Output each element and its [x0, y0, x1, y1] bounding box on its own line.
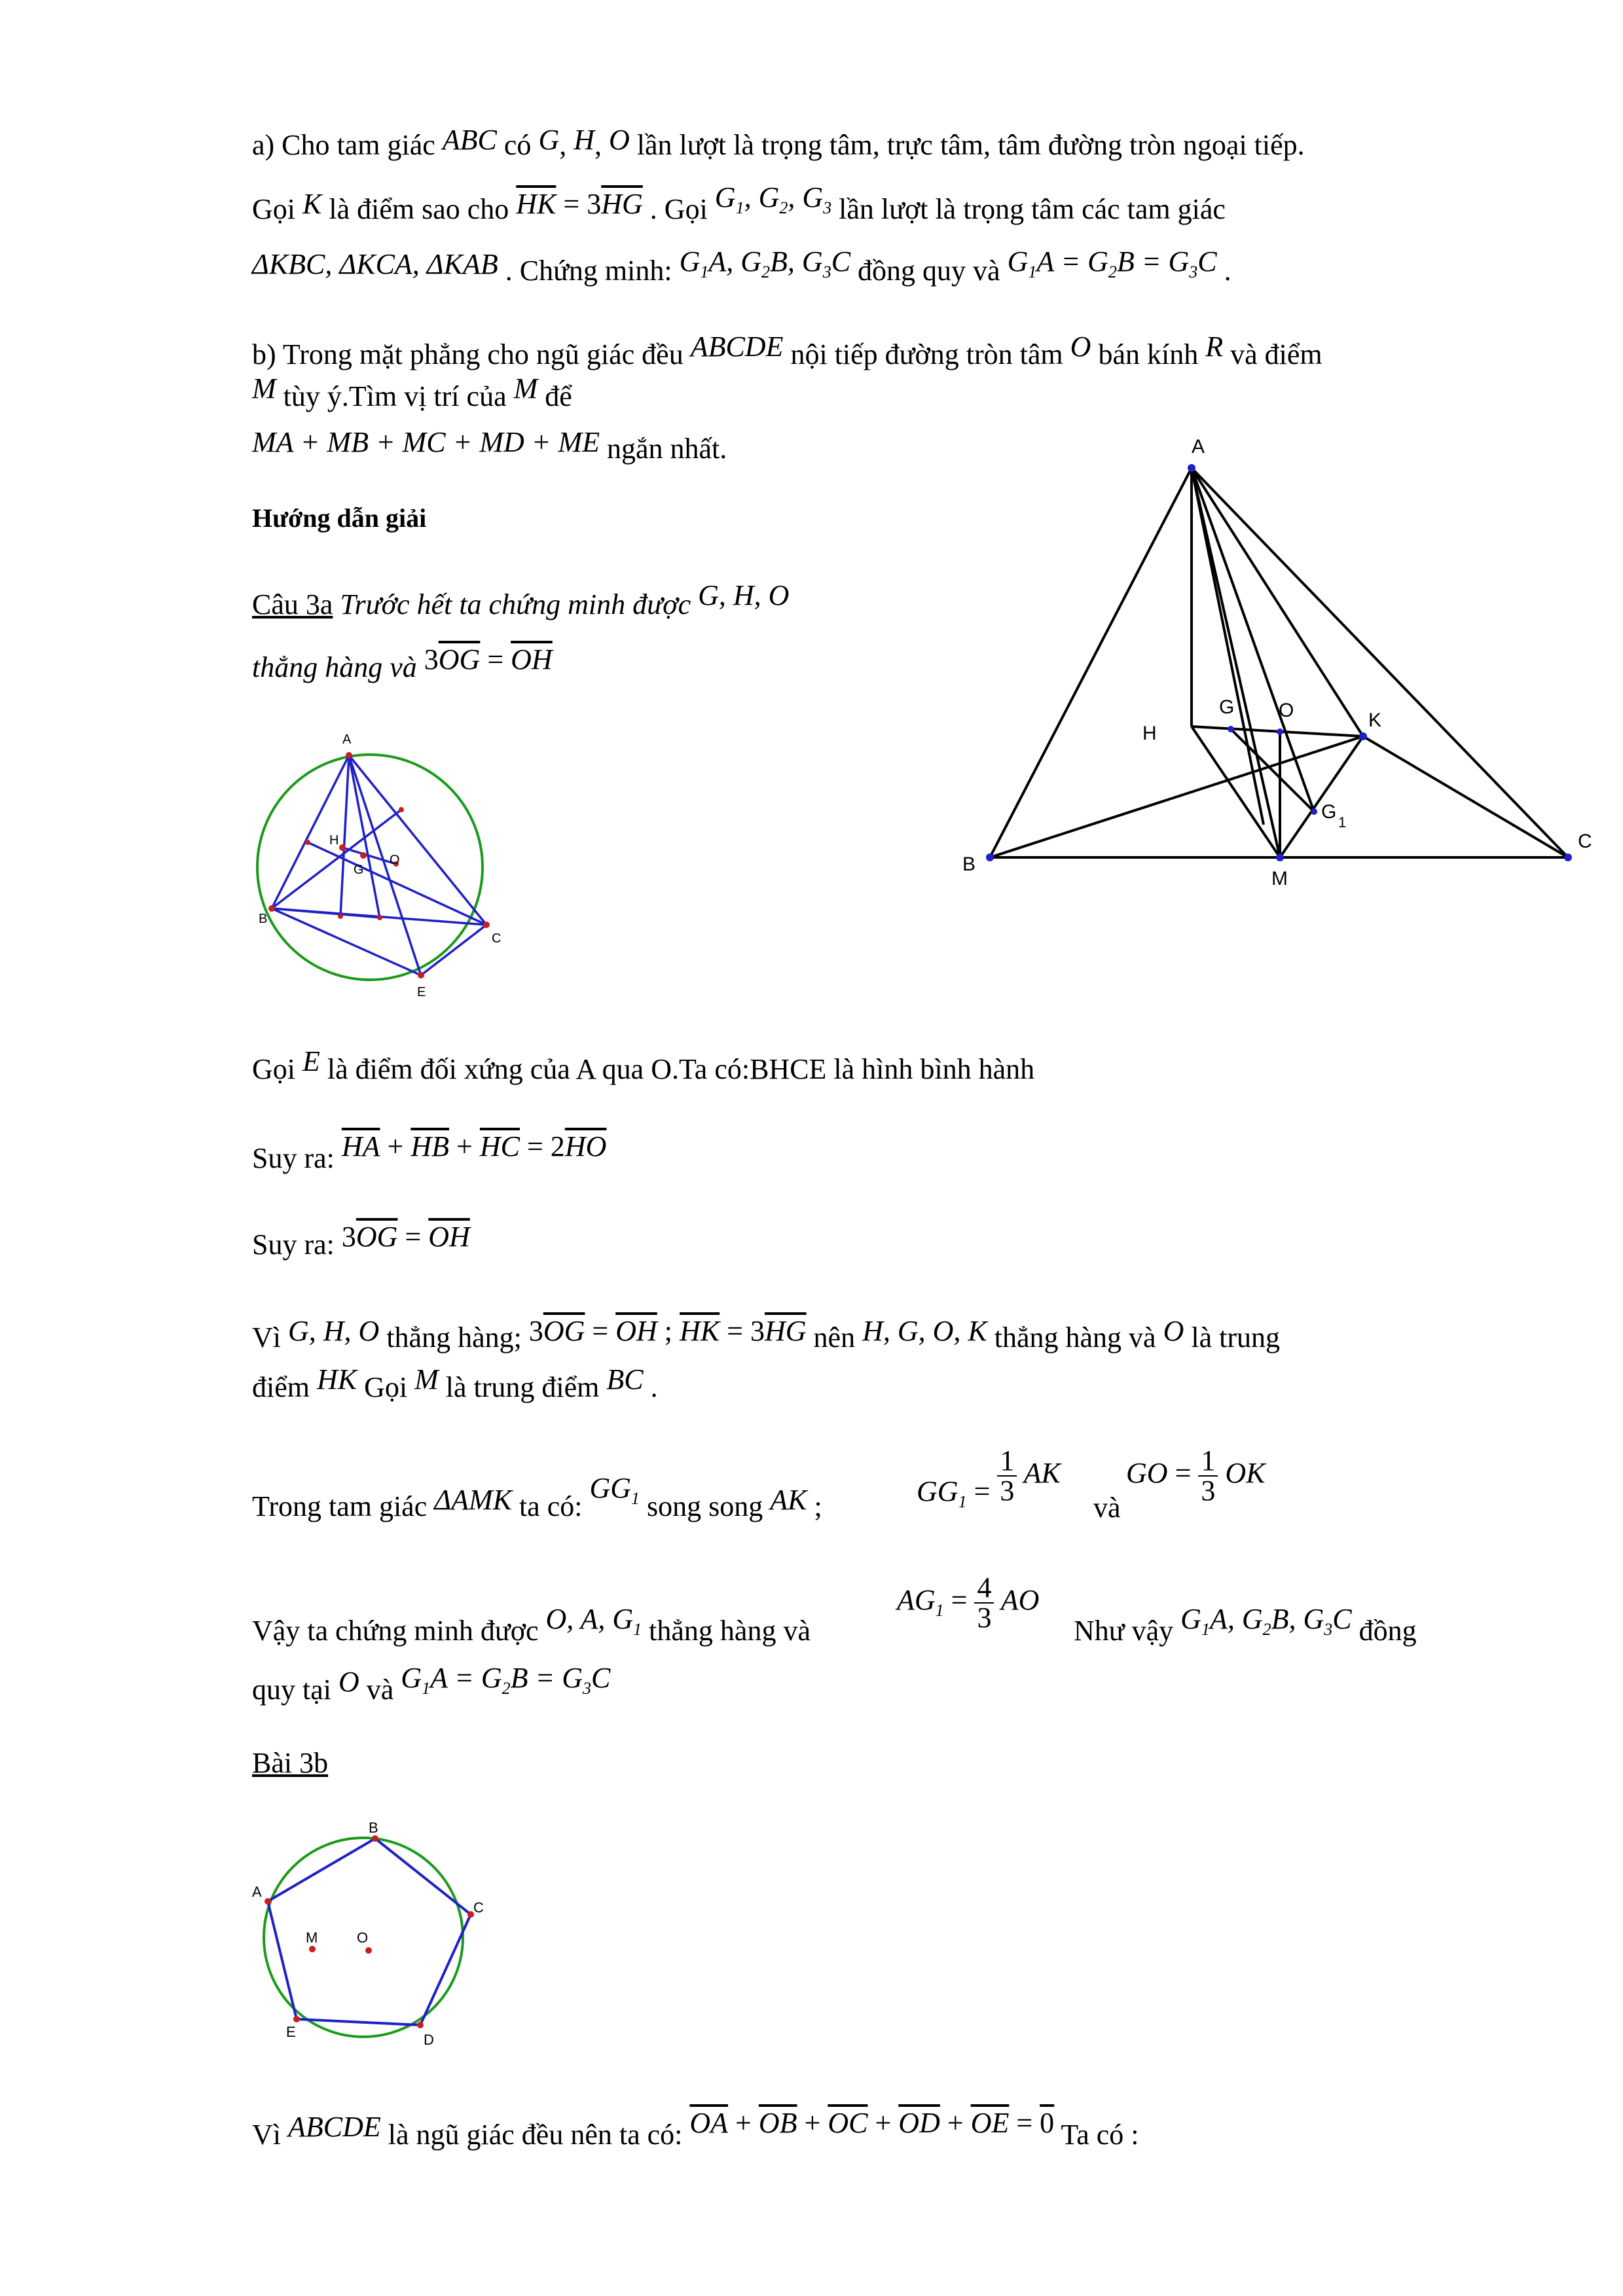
solution-p5-and: và: [1093, 1492, 1121, 1524]
fig1-altitude-a: [340, 755, 349, 916]
fig1-label-e: E: [417, 985, 426, 999]
fig1-label-g: G: [354, 863, 364, 877]
figure-3-pentagon: [252, 1813, 488, 2062]
figure-1-circumcircle: [259, 726, 507, 1008]
solution-p1: Gọi E là điểm đối xứng của A qua O.Ta có:BHCE là hình bình hành: [252, 1045, 1035, 1085]
bai-3b-label: Bài 3b: [252, 1747, 329, 1779]
fig3-label-d: D: [424, 2032, 434, 2048]
solution-p2: Suy ra: $\overline{HA} + \overline{HB} + \overline{HC} = 2\overline{HO}$: [252, 1130, 607, 1174]
problem-a-line2: Gọi K là điểm sao cho $\overline{HK} = 3\overline{HG}$ . Gọi $G_1$, $G_2$, $G_3$ lần lượt là trọng tâm các tam giác: [252, 181, 1226, 225]
solution-p5: Trong tam giác ΔAMK ta có: $GG_1$ song song AK ;: [252, 1472, 822, 1522]
fig2-line-k-c: [1363, 736, 1568, 857]
fig1-label-h: H: [329, 833, 339, 848]
cau-3a-label: Câu 3a: [252, 588, 333, 620]
cau-3a-intro-line2: thẳng hàng và $3\overline{OG} = \overline{OH}$: [252, 643, 553, 683]
solution-p7: Vì ABCDE là ngũ giác đều nên ta có: $\overline{OA} + \overline{OB} + \overline{OC} + \overline{OD} + \overline{OE} = 0$ Ta có :: [252, 2107, 1139, 2151]
problem-a-line3: ΔKBC, ΔKCA, ΔKAB . Chứng minh: $G_1A$, $G_2B$, $G_3C$ đồng quy và $G_1A = G_2B = G_3C$ .: [252, 245, 1231, 287]
problem-b-line1: b) Trong mặt phẳng cho ngũ giác đều ABCDE nội tiếp đường tròn tâm O bán kính R và điểm: [252, 331, 1322, 370]
solution-p6a: Vậy ta chứng minh được O, A, $G_1$ thẳng hàng và: [252, 1603, 811, 1647]
fig3-label-e: E: [286, 2024, 296, 2040]
fig2-line-a-m: [1192, 468, 1280, 857]
solution-fraction-go: GO = $\frac{1}{3}$ OK: [1126, 1444, 1266, 1507]
fig1-label-a: A: [342, 732, 352, 747]
fig3-label-m: M: [306, 1929, 318, 1946]
fig2-line-h-m: [1192, 726, 1280, 857]
solution-p3: Suy ra: $3\overline{OG} = \overline{OH}$: [252, 1221, 470, 1261]
fig2-label-a: A: [1192, 436, 1205, 457]
fig3-label-o: O: [357, 1929, 369, 1946]
problem-b-line3: MA + MB + MC + MD + ME ngắn nhất.: [252, 426, 727, 465]
fig2-label-o: O: [1279, 700, 1294, 721]
fig1-label-c: C: [492, 931, 501, 946]
fig2-line-b-k: [990, 736, 1363, 857]
fig2-label-g1: G: [1321, 801, 1337, 823]
solution-p6b: quy tại O và $G_1A = G_2B = G_3C$: [252, 1662, 611, 1706]
cau-3a-intro: Câu 3a Trước hết ta chứng minh được G, H, O: [252, 579, 790, 620]
fig1-label-b: B: [259, 912, 268, 926]
fig2-label-h: H: [1142, 723, 1157, 744]
solution-fraction-gg1: $GG_1$ = $\frac{1}{3}$ AK: [917, 1444, 1061, 1511]
solution-p4b: điểm HK Gọi M là trung điểm BC .: [252, 1363, 658, 1403]
problem-a-line1: a) Cho tam giác ABC có G, H, O lần lượt là trọng tâm, trực tâm, tâm đường tròn ngoại tiếp.: [252, 124, 1305, 161]
fig3-label-c: C: [473, 1899, 484, 1916]
solution-heading: Hướng dẫn giải: [252, 503, 427, 533]
fig1-line-c-e: [421, 925, 486, 975]
solution-p6a-tail: Như vậy $G_1A$, $G_2B$, $G_3C$ đồng: [1074, 1603, 1417, 1647]
fig2-label-m: M: [1271, 868, 1288, 889]
fig2-line-a-g1: [1192, 468, 1314, 812]
fig1-triangle-abc: [272, 755, 486, 925]
solution-fraction-ag1: $AG_1$ = $\frac{4}{3}$ AO: [897, 1571, 1040, 1634]
solution-p4a: Vì G, H, O thẳng hàng; $3\overline{OG} = \overline{OH}$ ; $\overline{HK} = 3\overline{HG}$ nên H, G, O, K thẳng hàng và O là trung: [252, 1315, 1280, 1354]
fig2-line-g-g1: [1231, 729, 1314, 812]
fig2-label-g1-sub: 1: [1338, 814, 1347, 831]
fig3-label-a: A: [252, 1884, 262, 1900]
problem-b-line2: M tùy ý.Tìm vị trí của M để: [252, 372, 572, 412]
fig2-label-k: K: [1368, 709, 1382, 731]
fig3-label-b: B: [369, 1820, 378, 1836]
fig2-line-a-k: [1192, 468, 1363, 736]
fig2-label-g: G: [1219, 696, 1235, 718]
fig2-label-b: B: [962, 853, 976, 875]
fig1-label-o: O: [390, 853, 400, 867]
fig3-pentagon-abcde: [268, 1839, 471, 2025]
figure-2-triangle-amk: [962, 436, 1604, 929]
fig2-label-c: C: [1578, 831, 1592, 852]
